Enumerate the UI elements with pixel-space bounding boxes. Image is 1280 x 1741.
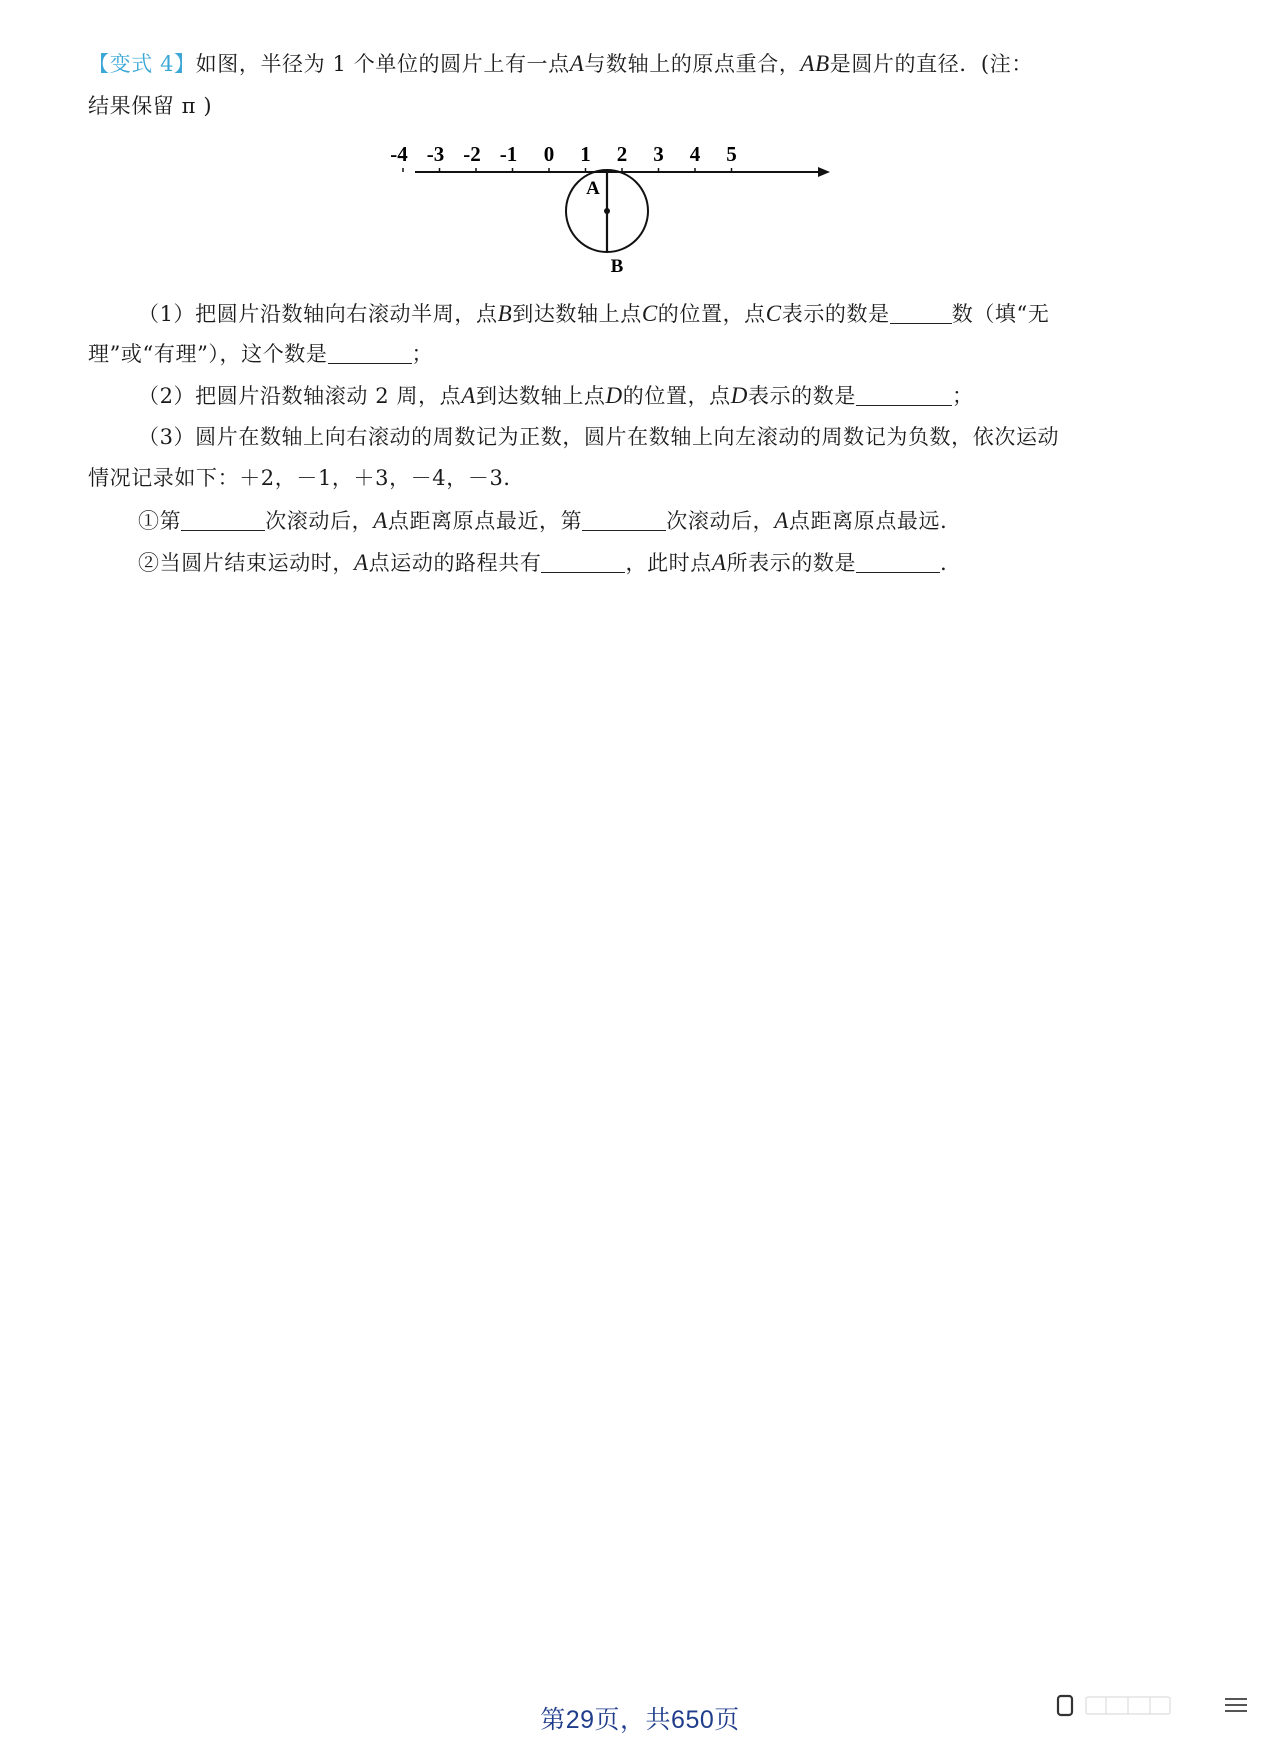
problem-intro-line1: 【变式 4】如图，半径为 1 个单位的圆片上有一点A与数轴上的原点重合，AB是圆片的直径．(注： [88, 51, 1033, 76]
page-number: 第29页，共650页 [540, 1706, 740, 1734]
q3-line1: （3）圆片在数轴上向右滚动的周数记为正数，圆片在数轴上向左滚动的周数记为负数，依次运动 [138, 425, 1060, 449]
q1-line2: 理”或“有理”），这个数是 ； [88, 342, 434, 366]
tick-label: 3 [653, 142, 664, 166]
menu-icon[interactable] [1222, 1693, 1250, 1719]
q1-blank-value[interactable] [328, 342, 412, 364]
point-B-label: B [610, 256, 624, 277]
number-line-figure [390, 138, 830, 278]
q2-line: （2）把圆片沿数轴滚动 2 周，点A到达数轴上点D的位置，点D表示的数是 ； [138, 383, 974, 408]
problem-intro-line2: 结果保留 π ) [88, 94, 213, 118]
q3-blank-nearest[interactable] [181, 509, 265, 531]
tick-label: -4 [390, 142, 408, 166]
tick-label: -2 [463, 142, 481, 166]
q3-sub1: ①第 次滚动后，A点距离原点最近，第 次滚动后，A点距离原点最远． [138, 508, 962, 533]
tick-label: -3 [426, 142, 445, 166]
tick-label: -1 [499, 142, 518, 166]
q3-blank-distance[interactable] [541, 551, 625, 573]
point-A-label: A [586, 178, 600, 199]
q3-blank-final-value[interactable] [856, 551, 940, 573]
scroll-view-icon[interactable] [1084, 1693, 1174, 1719]
tick-label: 2 [616, 142, 628, 166]
q3-sub2: ②当圆片结束运动时，A点运动的路程共有 ，此时点A所表示的数是 ． [138, 550, 962, 575]
tick-label: 1 [580, 142, 591, 166]
q3-line2: 情况记录如下：＋2，－1，＋3，－4，－3． [88, 466, 526, 490]
center-dot [604, 208, 610, 214]
tick-label: 0 [543, 142, 555, 166]
single-page-view-icon[interactable] [1054, 1693, 1078, 1719]
q1-line1: （1）把圆片沿数轴向右滚动半周，点B到达数轴上点C的位置，点C表示的数是 数（填“无 [138, 301, 1050, 326]
tick-label: 4 [689, 142, 701, 166]
q2-blank[interactable] [856, 384, 952, 406]
variant-tag: 【变式 4】 [88, 52, 196, 76]
axis-arrow-icon [818, 167, 830, 177]
tick-label: 5 [726, 142, 737, 166]
q3-blank-farthest[interactable] [582, 509, 666, 531]
q1-blank-type[interactable] [890, 302, 952, 324]
